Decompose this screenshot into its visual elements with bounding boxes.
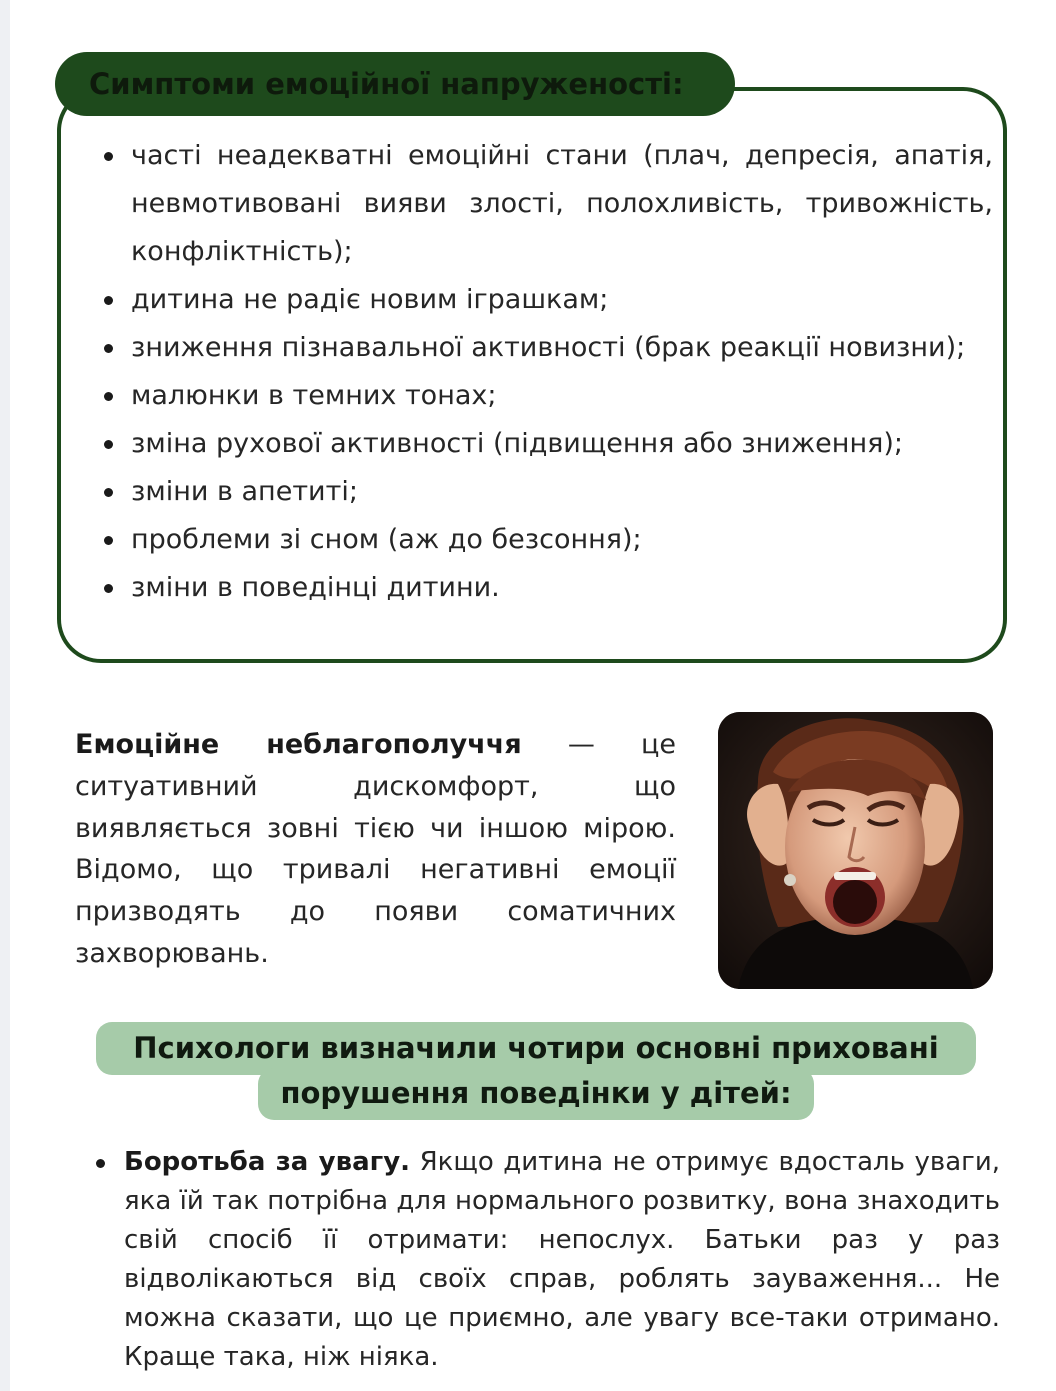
- list-item: [100, 372, 993, 420]
- bullet-icon: [104, 536, 113, 545]
- screaming-woman-photo: [718, 712, 993, 989]
- list-item: [100, 420, 993, 468]
- bullet-icon: [104, 152, 113, 161]
- bullet-icon: [104, 584, 113, 593]
- list-item-text: проблеми зі сном (аж до безсоння);: [131, 524, 642, 555]
- list-item: [100, 516, 993, 564]
- list-item-text: зміна рухової активності (підвищення або зниження);: [131, 428, 903, 459]
- disorders-list: [92, 1143, 1000, 1377]
- definition-text: — це ситуативний дискомфорт, що виявляється зовні тією чи іншою мірою. Відомо, що тривалі негативні емоції призводять до появи соматичних захворювань.: [75, 729, 677, 969]
- list-item-text: зниження пізнавальної активності (брак реакції новизни);: [131, 332, 966, 363]
- bullet-icon: [104, 392, 113, 401]
- list-item: [100, 132, 993, 276]
- list-item-text: дитина не радіє новим іграшкам;: [131, 284, 609, 315]
- list-item: [100, 564, 993, 612]
- bullet-icon: [104, 296, 113, 305]
- definition-paragraph: [75, 724, 676, 975]
- bullet-icon: [104, 488, 113, 497]
- list-item: [100, 276, 993, 324]
- symptoms-title: Симптоми емоційної напруженості:: [55, 52, 735, 116]
- list-item: [92, 1143, 1000, 1377]
- bullet-icon: [96, 1159, 105, 1168]
- symptoms-list: [100, 132, 993, 612]
- bullet-icon: [104, 440, 113, 449]
- bullet-icon: [104, 344, 113, 353]
- list-item: [100, 468, 993, 516]
- disorders-heading-line-2: порушення поведінки у дітей:: [258, 1068, 814, 1120]
- list-item-text: зміни в апетиті;: [131, 476, 358, 507]
- screaming-woman-illustration: [718, 712, 993, 989]
- list-item-text: зміни в поведінці дитини.: [131, 572, 500, 603]
- page-margin-strip: [0, 0, 10, 1391]
- disorder-title: Боротьба за увагу.: [124, 1147, 411, 1177]
- definition-term: Емоційне неблагополуччя: [75, 729, 522, 760]
- disorder-text: Якщо дитина не отримує вдосталь уваги, яка їй так потрібна для нормального розвитку, вона знаходить свій спосіб її отримати: непослух. Батьки раз у раз відволікаються від своїх справ, роблять зауваження... Не можна сказати, що це приємно, але увагу все-таки отримано. Краще така, ніж ніяка.: [124, 1147, 1000, 1372]
- list-item: [100, 324, 993, 372]
- disorders-heading-line-1: Психологи визначили чотири основні приховані: [96, 1022, 976, 1075]
- list-item-text: малюнки в темних тонах;: [131, 380, 497, 411]
- list-item-text: часті неадекватні емоційні стани (плач, депресія, апатія, невмотивовані вияви злості, полохливість, тривожність, конфліктність);: [131, 140, 993, 267]
